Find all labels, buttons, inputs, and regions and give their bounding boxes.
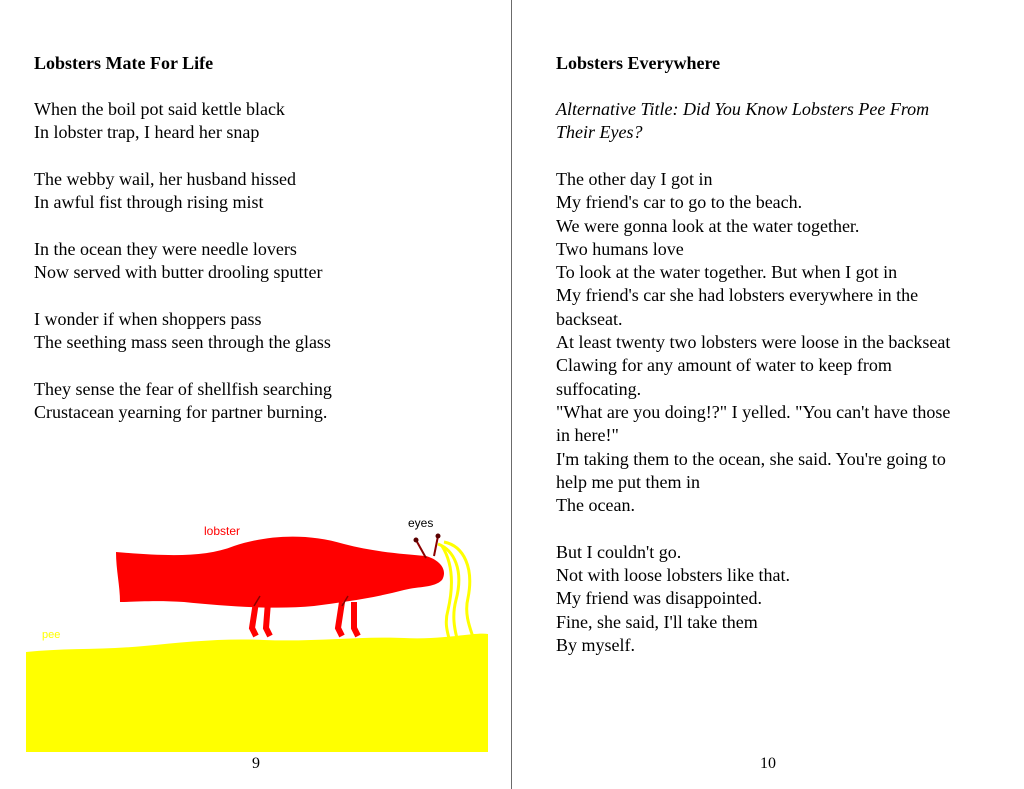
poem-body [556,168,950,681]
alternative-title [556,98,929,145]
poem-line: At least twenty two lobsters were loose in the backseat [556,332,951,353]
poem-line: Crustacean yearning for partner burning. [34,401,328,422]
poem-line: The webby wail, her husband hissed [34,168,296,189]
eyes-label: eyes [408,516,434,530]
lobster-leg [252,602,256,636]
stanza [34,98,332,145]
poem-line: In awful fist through rising mist [34,192,264,213]
left-page [0,0,511,789]
stanza [556,541,950,657]
poem-line: They sense the fear of shellfish searching [34,378,332,399]
poem-line: The ocean. [556,495,635,516]
eye [414,538,419,543]
poem-line: I'm taking them to the ocean, she said. You're going to [556,448,946,469]
lobster-leg [266,602,270,636]
poem-line: The seething mass seen through the glass [34,331,331,352]
stanza [34,238,332,285]
poem-line: My friend was disappointed. [556,588,762,609]
lobster-drawing [24,510,490,752]
lobster-leg [354,602,358,636]
alt-title-line: Their Eyes? [556,122,643,143]
lobster-body [116,537,444,608]
eye [436,534,441,539]
page-divider [511,0,512,789]
poem-line: In lobster trap, I heard her snap [34,122,260,143]
poem-line: Not with loose lobsters like that. [556,565,790,586]
poem-line: suffocating. [556,378,642,399]
poem-line: "What are you doing!?" I yelled. "You can't have those [556,401,951,422]
poem-line: Fine, she said, I'll take them [556,611,758,632]
poem-title: Lobsters Everywhere [556,53,721,73]
poem-body [34,98,332,447]
pee-label: pee [42,629,61,641]
poem-line: Now served with butter drooling sputter [34,262,323,283]
lobster-leg [338,602,342,636]
poem-line: Clawing for any amount of water to keep from [556,355,892,376]
poem-line: By myself. [556,634,635,655]
stanza [34,378,332,425]
pee-ground [26,634,488,752]
poem-line: Two humans love [556,238,684,259]
poem-line: in here!" [556,425,619,446]
poem-line: The other day I got in [556,169,713,189]
poem-line: backseat. [556,308,623,329]
poem-title: Lobsters Mate For Life [34,53,214,73]
stanza [34,308,332,355]
stanza [556,168,950,517]
stanza [34,168,332,215]
poem-line: To look at the water together. But when I got in [556,262,898,283]
poem-line: In the ocean they were needle lovers [34,238,297,259]
page-number: 10 [760,755,776,772]
poem-line: We were gonna look at the water together. [556,215,860,236]
poem-line: I wonder if when shoppers pass [34,308,262,329]
pee-stream [442,546,451,642]
poem-line: But I couldn't go. [556,541,682,562]
alt-title-line: Alternative Title: Did You Know Lobsters Pee From [556,99,930,119]
poem-line: help me put them in [556,471,700,492]
poem-line: My friend's car she had lobsters everywhere in the [556,285,919,306]
right-page [513,0,1024,789]
poem-line: My friend's car to go to the beach. [556,192,803,213]
lobster-label: lobster [204,524,241,538]
page-number: 9 [252,755,260,772]
poem-line: When the boil pot said kettle black [34,99,285,119]
eye-stalk [434,536,438,556]
